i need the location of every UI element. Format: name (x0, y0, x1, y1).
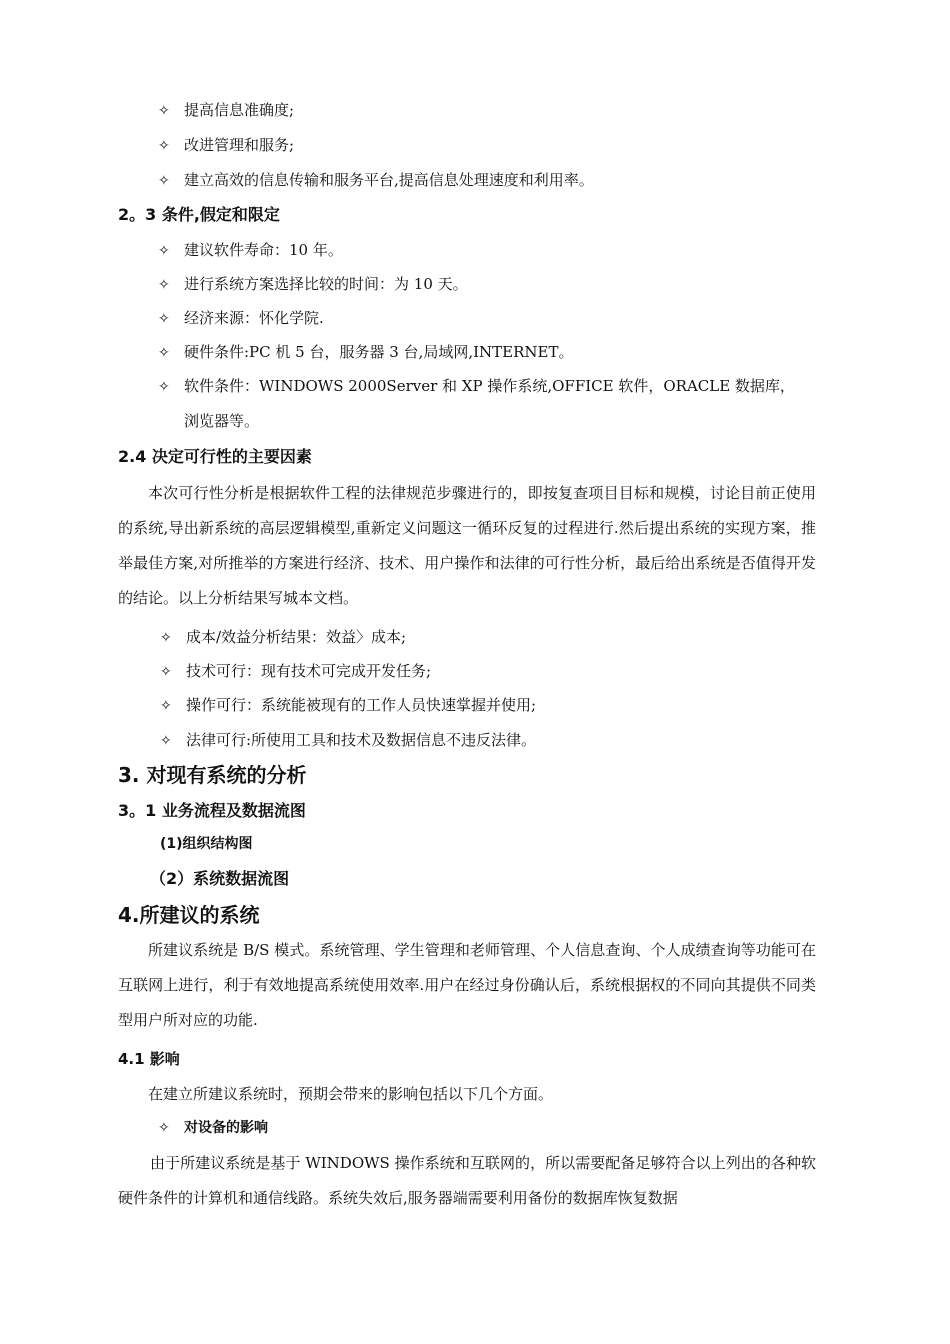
diamond-bullet-icon: ✧ (158, 243, 170, 259)
bullet-item: ✧ 改进管理和服务; (158, 136, 295, 154)
bullet-item: ✧ 提高信息准确度; (158, 101, 295, 119)
bullet-item: ✧ 进行系统方案选择比较的时间：为 10 天。 (158, 275, 468, 293)
bullet-item: ✧ 硬件条件:PC 机 5 台，服务器 3 台,局域网,INTERNET。 (158, 343, 574, 361)
section-2-4-paragraph: 本次可行性分析是根据软件工程的法律规范步骤进行的，即按复查项目目标和规模，讨论目前正使用的系统,导出新系统的高层逻辑模型,重新定义问题这一循环反复的过程进行.然后提出系统的实现方案，推举最佳方案,对所推举的方案进行经济、技术、用户操作和法律的可行性分析，最后给出系统是否值得开发的结论。以上分析结果写城本文档。 (118, 484, 816, 607)
bullet-item: ✧ 成本/效益分析结果：效益〉成本; (160, 628, 407, 646)
bullet-item: ✧ 经济来源：怀化学院. (158, 309, 324, 327)
bullet-item: ✧ 建议软件寿命：10 年。 (158, 241, 343, 259)
diamond-bullet-icon: ✧ (160, 733, 172, 749)
section-heading-3: 3. 对现有系统的分析 (118, 763, 307, 787)
diamond-bullet-icon: ✧ (160, 698, 172, 714)
section-4-paragraph: 所建议系统是 B/S 模式。系统管理、学生管理和老师管理、个人信息查询、个人成绩查询等功能可在互联网上进行，利于有效地提高系统使用效率.用户在经过身份确认后，系统根据权的不同向其提供不同类型用户所对应的功能. (118, 941, 816, 1029)
diamond-bullet-icon: ✧ (158, 379, 170, 395)
sub-item-org-chart: (1)组织结构图 (160, 836, 253, 852)
section-heading-4-1: 4.1 影响 (118, 1050, 180, 1068)
diamond-bullet-icon: ✧ (158, 277, 170, 293)
section-heading-4: 4.所建议的系统 (118, 903, 260, 927)
diamond-bullet-icon: ✧ (158, 311, 170, 327)
diamond-bullet-icon: ✧ (158, 138, 170, 154)
diamond-bullet-icon: ✧ (158, 345, 170, 361)
sub-item-data-flow: （2）系统数据流图 (150, 869, 290, 888)
bullet-item: ✧ 对设备的影响 (158, 1120, 268, 1136)
bullet-item: ✧ 技术可行：现有技术可完成开发任务; (160, 662, 432, 680)
bullet-item: ✧ 操作可行：系统能被现有的工作人员快速掌握并使用; (160, 696, 537, 714)
bullet-continuation: 浏览器等。 (184, 412, 260, 430)
section-heading-2-4: 2.4 决定可行性的主要因素 (118, 447, 312, 466)
section-4-1-paragraph: 在建立所建议系统时，预期会带来的影响包括以下几个方面。 (148, 1085, 554, 1103)
bullet-item: ✧ 法律可行:所使用工具和技术及数据信息不违反法律。 (160, 731, 537, 749)
bullet-item: ✧ 建立高效的信息传输和服务平台,提高信息处理速度和利用率。 (158, 171, 594, 189)
section-heading-2-3: 2。3 条件,假定和限定 (118, 205, 280, 224)
diamond-bullet-icon: ✧ (160, 630, 172, 646)
bullet-item: ✧ 软件条件：WINDOWS 2000Server 和 XP 操作系统,OFFICE 软件，ORACLE 数据库， (158, 377, 795, 395)
section-4-final-paragraph: 由于所建议系统是基于 WINDOWS 操作系统和互联网的，所以需要配备足够符合以上列出的各种软硬件条件的计算机和通信线路。系统失效后,服务器端需要利用备份的数据库恢复数据 (118, 1154, 816, 1207)
diamond-bullet-icon: ✧ (158, 1120, 170, 1136)
section-heading-3-1: 3。1 业务流程及数据流图 (118, 801, 306, 820)
diamond-bullet-icon: ✧ (160, 664, 172, 680)
diamond-bullet-icon: ✧ (158, 103, 170, 119)
diamond-bullet-icon: ✧ (158, 173, 170, 189)
